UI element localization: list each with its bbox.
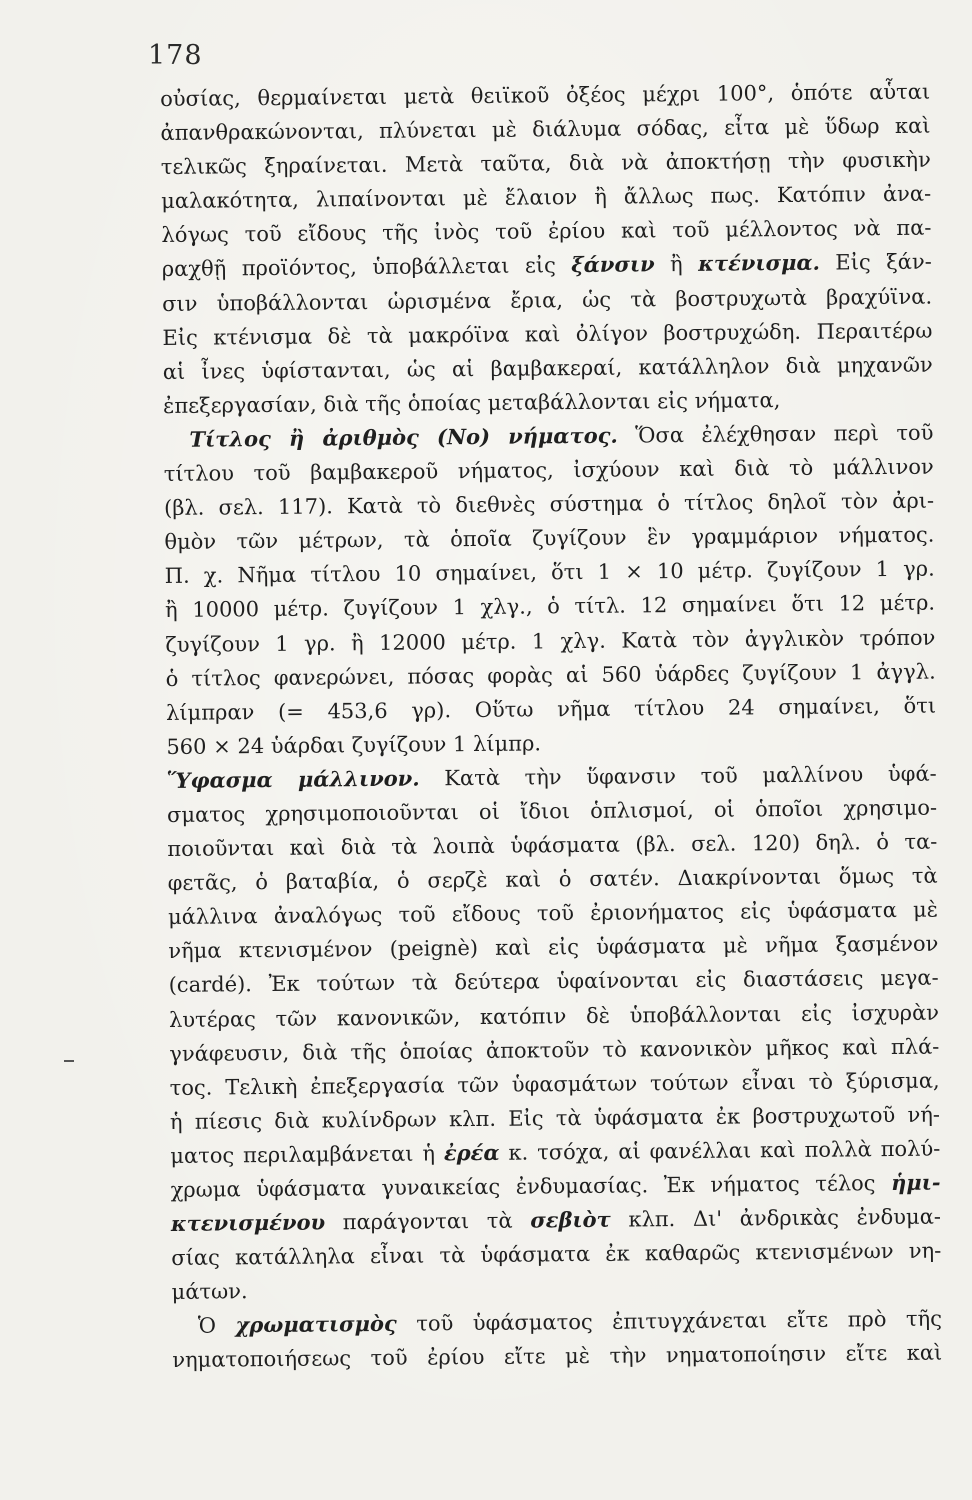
text-run: ποιοῦνται καὶ διὰ τὰ λοιπὰ ὑφάσματα (βλ. σελ. 120) δηλ. ὁ τα-: [167, 829, 938, 862]
text-run: τίτλου τοῦ βαμβακεροῦ νήματος, ἰσχύουν καὶ διὰ τὸ μάλλινον: [163, 454, 934, 487]
emphasized-term: ξάνσιν: [571, 251, 655, 278]
text-run: λίμπραν (= 453,6 γρ). Οὕτω νῆμα τίτλου 24 σημαίνει, ὅτι: [165, 693, 937, 725]
text-run: ζυγίζουν 1 γρ. ἢ 12000 μέτρ. 1 χλγ. Κατὰ τὸν ἀγγλικὸν τρόπον: [165, 625, 936, 657]
text-run: 560 × 24 ὑάρδαι ζυγίζουν 1 λίμπρ.: [166, 731, 542, 759]
text-run: μαλακότητα, λιπαίνονται μὲ ἔλαιον ἢ ἄλλως πως. Κατόπιν ἀνα-: [161, 181, 932, 214]
emphasized-term: χρωματισμὸς: [235, 1311, 397, 1338]
emphasized-term: Τίτλος ἢ ἀριθμὸς (Νο) νήματος.: [189, 422, 618, 452]
text-run: Ὅσα ἐλέχθησαν περὶ τοῦ: [617, 420, 934, 448]
text-run: λυτέρας τῶν κανονικῶν, κατόπιν δὲ ὑποβάλλονται εἰς ἰσχυρὰν: [168, 1000, 940, 1032]
text-run: νηματοποιήσεως τοῦ ἐρίου εἴτε μὲ τὴν νηματοποίησιν εἴτε καὶ: [172, 1341, 943, 1373]
text-run: Κατὰ τὴν ὕφανσιν τοῦ μαλλίνου ὑφά-: [419, 761, 937, 791]
body-text: [160, 75, 942, 1378]
text-run: τοῦ ὑφάσματος ἐπιτυγχάνεται εἴτε πρὸ τῆς: [396, 1306, 943, 1337]
text-run: παράγονται τὰ: [324, 1208, 531, 1235]
text-run: ραχθῇ προϊόντος, ὑποβάλλεται εἰς: [161, 253, 572, 282]
text-run: ἡ πίεσις διὰ κυλίνδρων κλπ. Εἰς τὰ ὑφάσματα ἐκ βοστρυχωτοῦ νή-: [169, 1102, 941, 1134]
text-run: μάλλινα ἀναλόγως τοῦ εἴδους τοῦ ἐριονήματος εἰς ὑφάσματα μὲ: [167, 897, 939, 930]
text-run: (βλ. σελ. 117). Κατὰ τὸ διεθνὲς σύστημα ὁ τίτλος δηλοῖ τὸν ἀρι-: [163, 488, 935, 521]
text-run: σιν ὑποβάλλονται ὡρισμένα ἔρια, ὡς τὰ βοστρυχωτὰ βραχύϊνα.: [162, 284, 933, 316]
emphasized-term: κτένισμα.: [698, 250, 820, 277]
emphasized-term: κτενισμένου: [170, 1209, 326, 1237]
emphasized-term: σεβιὸτ: [530, 1206, 611, 1233]
text-run: αἱ ἶνες ὑφίστανται, ὡς αἱ βαμβακεραί, κατάλληλον διὰ μηχανῶν: [162, 352, 933, 384]
text-run: ἢ 10000 μέτρ. ζυγίζουν 1 χλγ., ὁ τίτλ. 12 σημαίνει ὅτι 12 μέτρ.: [164, 590, 936, 623]
emphasized-term: ἡμι-: [890, 1169, 941, 1196]
text-run: Εἰς ξάν-: [819, 250, 932, 276]
text-run: φετᾶς, ὁ βαταβία, ὁ σερζὲ καὶ ὁ σατέν. Διακρίνονται ὅμως τὰ: [167, 863, 938, 896]
text-run: κ. τσόχα, αἱ φανέλλαι καὶ πολλὰ πολύ-: [499, 1136, 941, 1165]
text-run: ἢ: [654, 252, 699, 277]
emphasized-term: Ὕφασμα μάλλινον.: [166, 765, 420, 793]
text-run: τελικῶς ξηραίνεται. Μετὰ ταῦτα, διὰ νὰ ἀποκτήσῃ τὴν φυσικὴν: [160, 147, 931, 180]
text-run: σματος χρησιμοποιοῦνται οἱ ἴδιοι ὁπλισμοί, οἱ ὁποῖοι χρησιμο-: [166, 795, 938, 827]
page-number: 178: [148, 40, 203, 71]
text-run: χρωμα ὑφάσματα γυναικείας ἐνδυμασίας. Ἐκ νήματος τέλος: [170, 1171, 892, 1202]
text-run: θμὸν τῶν μέτρων, τὰ ὁποῖα ζυγίζουν ἓν γραμμάριον νήματος.: [164, 522, 935, 555]
text-run: λόγως τοῦ εἴδους τῆς ἰνὸς τοῦ ἐρίου καὶ τοῦ μέλλοντος νὰ πα-: [161, 215, 932, 248]
text-run: Π. χ. Νῆμα τίτλου 10 σημαίνει, ὅτι 1 × 10 μέτρ. ζυγίζουν 1 γρ.: [164, 556, 935, 589]
text-run: οὐσίας, θερμαίνεται μετὰ θειϊκοῦ ὀξέος μέχρι 100°, ὁπότε αὗται: [160, 79, 931, 111]
text-run: ἐπεξεργασίαν, διὰ τῆς ὁποίας μεταβάλλονται εἰς νήματα,: [162, 387, 781, 418]
text-run: Ὁ: [197, 1313, 236, 1339]
text-run: γνάφευσιν, διὰ τῆς ὁποίας ἀποκτοῦν τὸ κανονικὸν μῆκος καὶ πλά-: [169, 1034, 940, 1066]
text-line: [172, 1336, 942, 1377]
text-run: Εἰς κτένισμα δὲ τὰ μακρόϊνα καὶ ὀλίγον βοστρυχώδη. Περαιτέρω: [162, 318, 933, 350]
text-run: (cardé). Ἐκ τούτων τὰ δεύτερα ὑφαίνονται εἰς διαστάσεις μεγα-: [168, 966, 939, 998]
text-run: σίας κατάλληλα εἶναι τὰ ὑφάσματα ἐκ καθαρῶς κτενισμένων νη-: [171, 1238, 942, 1271]
text-run: τος. Τελικὴ ἐπεξεργασία τῶν ὑφασμάτων τούτων εἶναι τὸ ξύρισμα,: [169, 1068, 940, 1100]
text-run: ὁ τίτλος φανερώνει, πόσας φορὰς αἱ 560 ὑάρδες ζυγίζουν 1 ἀγγλ.: [165, 659, 936, 691]
text-run: μάτων.: [171, 1279, 248, 1305]
text-run: ματος περιλαμβάνεται ἡ: [170, 1141, 444, 1168]
text-run: ἀπανθρακώνονται, πλύνεται μὲ διάλυμα σόδας, εἶτα μὲ ὕδωρ καὶ: [160, 113, 931, 146]
text-run: κλπ. Δι' ἀνδρικὰς ἐνδυμα-: [610, 1204, 942, 1232]
margin-mark: [64, 1060, 74, 1062]
text-run: νῆμα κτενισμένον (peignè) καὶ εἰς ὑφάσματα μὲ νῆμα ξασμένον: [168, 931, 939, 964]
emphasized-term: ἐρέα: [443, 1139, 500, 1166]
